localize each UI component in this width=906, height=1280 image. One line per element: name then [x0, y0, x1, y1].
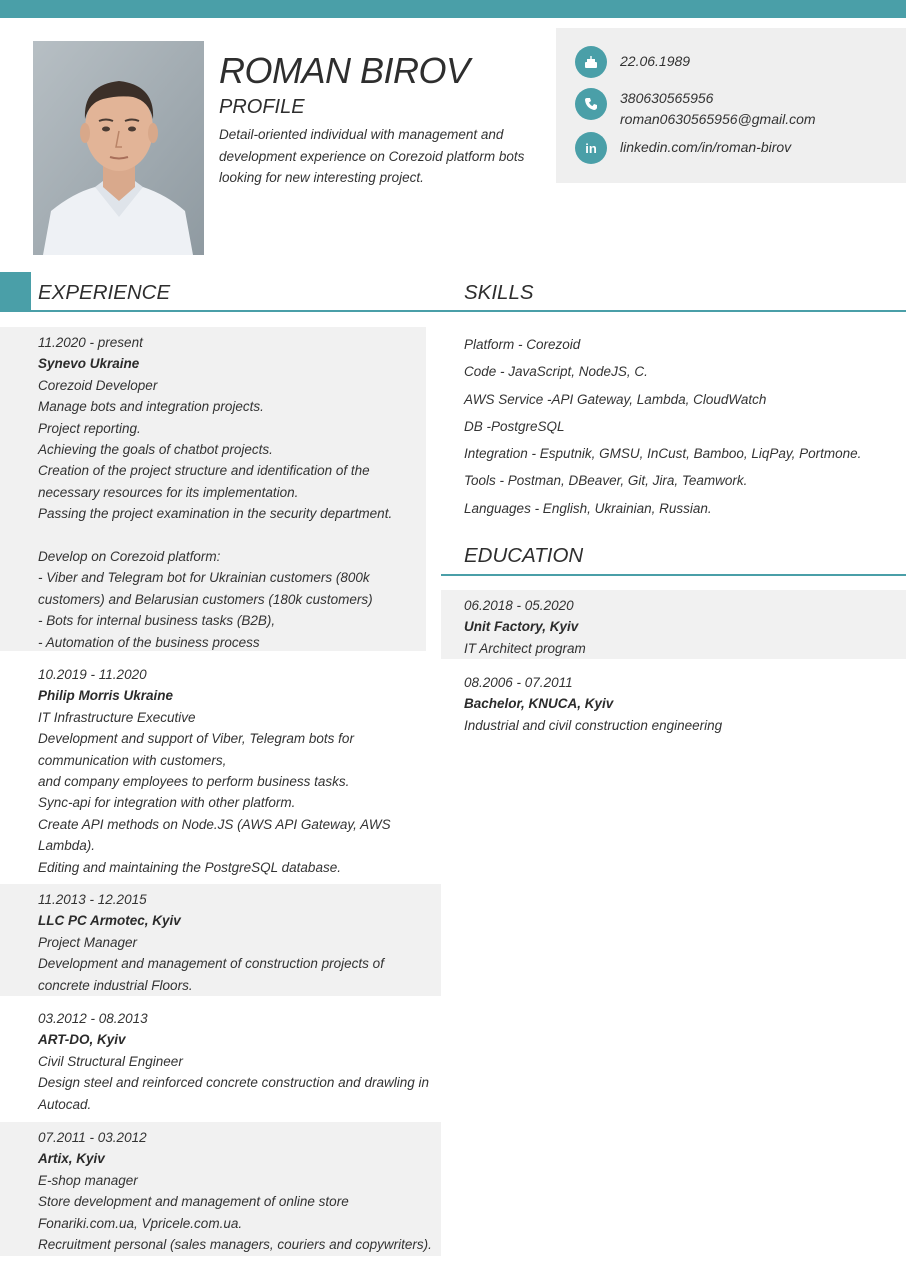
job-company: ART-DO, Kyiv	[38, 1032, 126, 1048]
email-link[interactable]: roman0630565956@gmail.com	[620, 111, 816, 127]
contact-panel	[556, 28, 906, 183]
job-line: Passing the project examination in the security department.	[38, 506, 393, 522]
job-line: Development and management of construction projects of	[38, 956, 384, 972]
contact-phone-email	[575, 88, 816, 130]
skill-item: Languages - English, Ukrainian, Russian.	[464, 500, 712, 516]
experience-item	[0, 1122, 441, 1256]
job-period: 07.2011 - 03.2012	[38, 1130, 147, 1145]
phone-icon	[575, 88, 607, 120]
job-company: LLC PC Armotec, Kyiv	[38, 913, 181, 929]
linkedin-link[interactable]: linkedin.com/in/roman-birov	[620, 139, 792, 155]
job-company: Artix, Kyiv	[38, 1151, 105, 1167]
skill-item: DB -PostgreSQL	[464, 418, 565, 434]
cake-icon	[575, 46, 607, 78]
job-line: Creation of the project structure and identification of the	[38, 463, 370, 479]
edu-period: 08.2006 - 07.2011	[464, 675, 573, 690]
birthday-text: 22.06.1989	[620, 53, 691, 69]
edu-program: IT Architect program	[464, 640, 586, 656]
experience-item	[0, 884, 441, 996]
job-line: Develop on Corezoid platform:	[38, 549, 221, 565]
job-line: - Automation of the business process	[38, 634, 260, 650]
job-line: Project Manager	[38, 934, 138, 950]
job-line: - Bots for internal business tasks (B2B),	[38, 613, 276, 629]
job-line: Project reporting.	[38, 420, 141, 436]
job-line: Manage bots and integration projects.	[38, 399, 264, 415]
phone-text: 380630565956	[620, 90, 714, 106]
edu-school: Unit Factory, Kyiv	[464, 619, 579, 635]
job-period: 10.2019 - 11.2020	[38, 667, 147, 682]
experience-divider	[31, 310, 441, 312]
job-line: necessary resources for its implementation.	[38, 484, 299, 500]
contact-linkedin	[575, 132, 791, 164]
education-item	[441, 590, 906, 659]
job-line: Sync-api for integration with other platform.	[38, 795, 296, 811]
job-line: E-shop manager	[38, 1172, 138, 1188]
experience-item	[0, 1008, 441, 1115]
job-company: Synevo Ukraine	[38, 356, 140, 372]
job-line: and company employees to perform business tasks.	[38, 774, 350, 790]
skill-item: Tools - Postman, DBeaver, Git, Jira, Teamwork.	[464, 473, 748, 489]
skills-heading: SKILLS	[464, 281, 534, 304]
job-line: Store development and management of online store	[38, 1194, 349, 1210]
edu-school: Bachelor, KNUCA, Kyiv	[464, 696, 614, 712]
education-divider	[441, 574, 906, 576]
job-line: Lambda).	[38, 838, 96, 854]
skills-list	[464, 331, 894, 522]
job-line: Civil Structural Engineer	[38, 1053, 183, 1069]
job-line: - Viber and Telegram bot for Ukrainian customers (800k	[38, 570, 370, 586]
job-line: communication with customers,	[38, 752, 227, 768]
job-line	[38, 525, 422, 546]
experience-heading: EXPERIENCE	[38, 281, 171, 304]
job-period: 11.2013 - 12.2015	[38, 892, 147, 907]
job-line: Fonariki.com.ua, Vpricele.com.ua.	[38, 1215, 243, 1231]
job-period: 11.2020 - present	[38, 335, 143, 350]
top-accent-bar	[0, 0, 906, 18]
job-line: Development and support of Viber, Telegram bots for	[38, 731, 354, 747]
experience-item	[0, 664, 441, 878]
job-line: Design steel and reinforced concrete construction and drawling in	[38, 1075, 429, 1091]
job-line: IT Infrastructure Executive	[38, 709, 196, 725]
job-line: Achieving the goals of chatbot projects.	[38, 442, 273, 458]
skill-item: AWS Service -API Gateway, Lambda, CloudWatch	[464, 391, 767, 407]
job-period: 03.2012 - 08.2013	[38, 1011, 148, 1026]
education-item	[441, 672, 906, 736]
experience-accent-block	[0, 272, 31, 312]
job-line: Corezoid Developer	[38, 377, 158, 393]
skill-item: Integration - Esputnik, GMSU, InCust, Bamboo, LiqPay, Portmone.	[464, 446, 862, 462]
experience-item	[0, 327, 426, 651]
person-name: ROMAN BIROV	[219, 50, 470, 91]
skill-item: Code - JavaScript, NodeJS, C.	[464, 364, 648, 380]
skills-divider	[441, 310, 906, 312]
job-line: Recruitment personal (sales managers, couriers and copywriters).	[38, 1237, 432, 1253]
edu-program: Industrial and civil construction engineering	[464, 717, 723, 733]
skill-item: Platform - Corezoid	[464, 337, 581, 352]
edu-period: 06.2018 - 05.2020	[464, 598, 574, 613]
job-line: Autocad.	[38, 1096, 92, 1112]
profile-photo	[33, 41, 204, 255]
job-company: Philip Morris Ukraine	[38, 688, 174, 704]
linkedin-icon: in	[575, 132, 607, 164]
job-line: Editing and maintaining the PostgreSQL database.	[38, 859, 341, 875]
education-heading: EDUCATION	[464, 544, 584, 567]
job-line: customers) and Belarusian customers (180k customers)	[38, 591, 373, 607]
contact-birthday	[575, 46, 690, 78]
phone-email-block	[607, 88, 816, 130]
job-line: Create API methods on Node.JS (AWS API Gateway, AWS	[38, 816, 391, 832]
profile-heading: PROFILE	[219, 96, 305, 118]
job-line: concrete industrial Floors.	[38, 977, 193, 993]
profile-summary: Detail-oriented individual with management and development experience on Corezoid platform bots looking for new interesting project.	[219, 127, 525, 185]
